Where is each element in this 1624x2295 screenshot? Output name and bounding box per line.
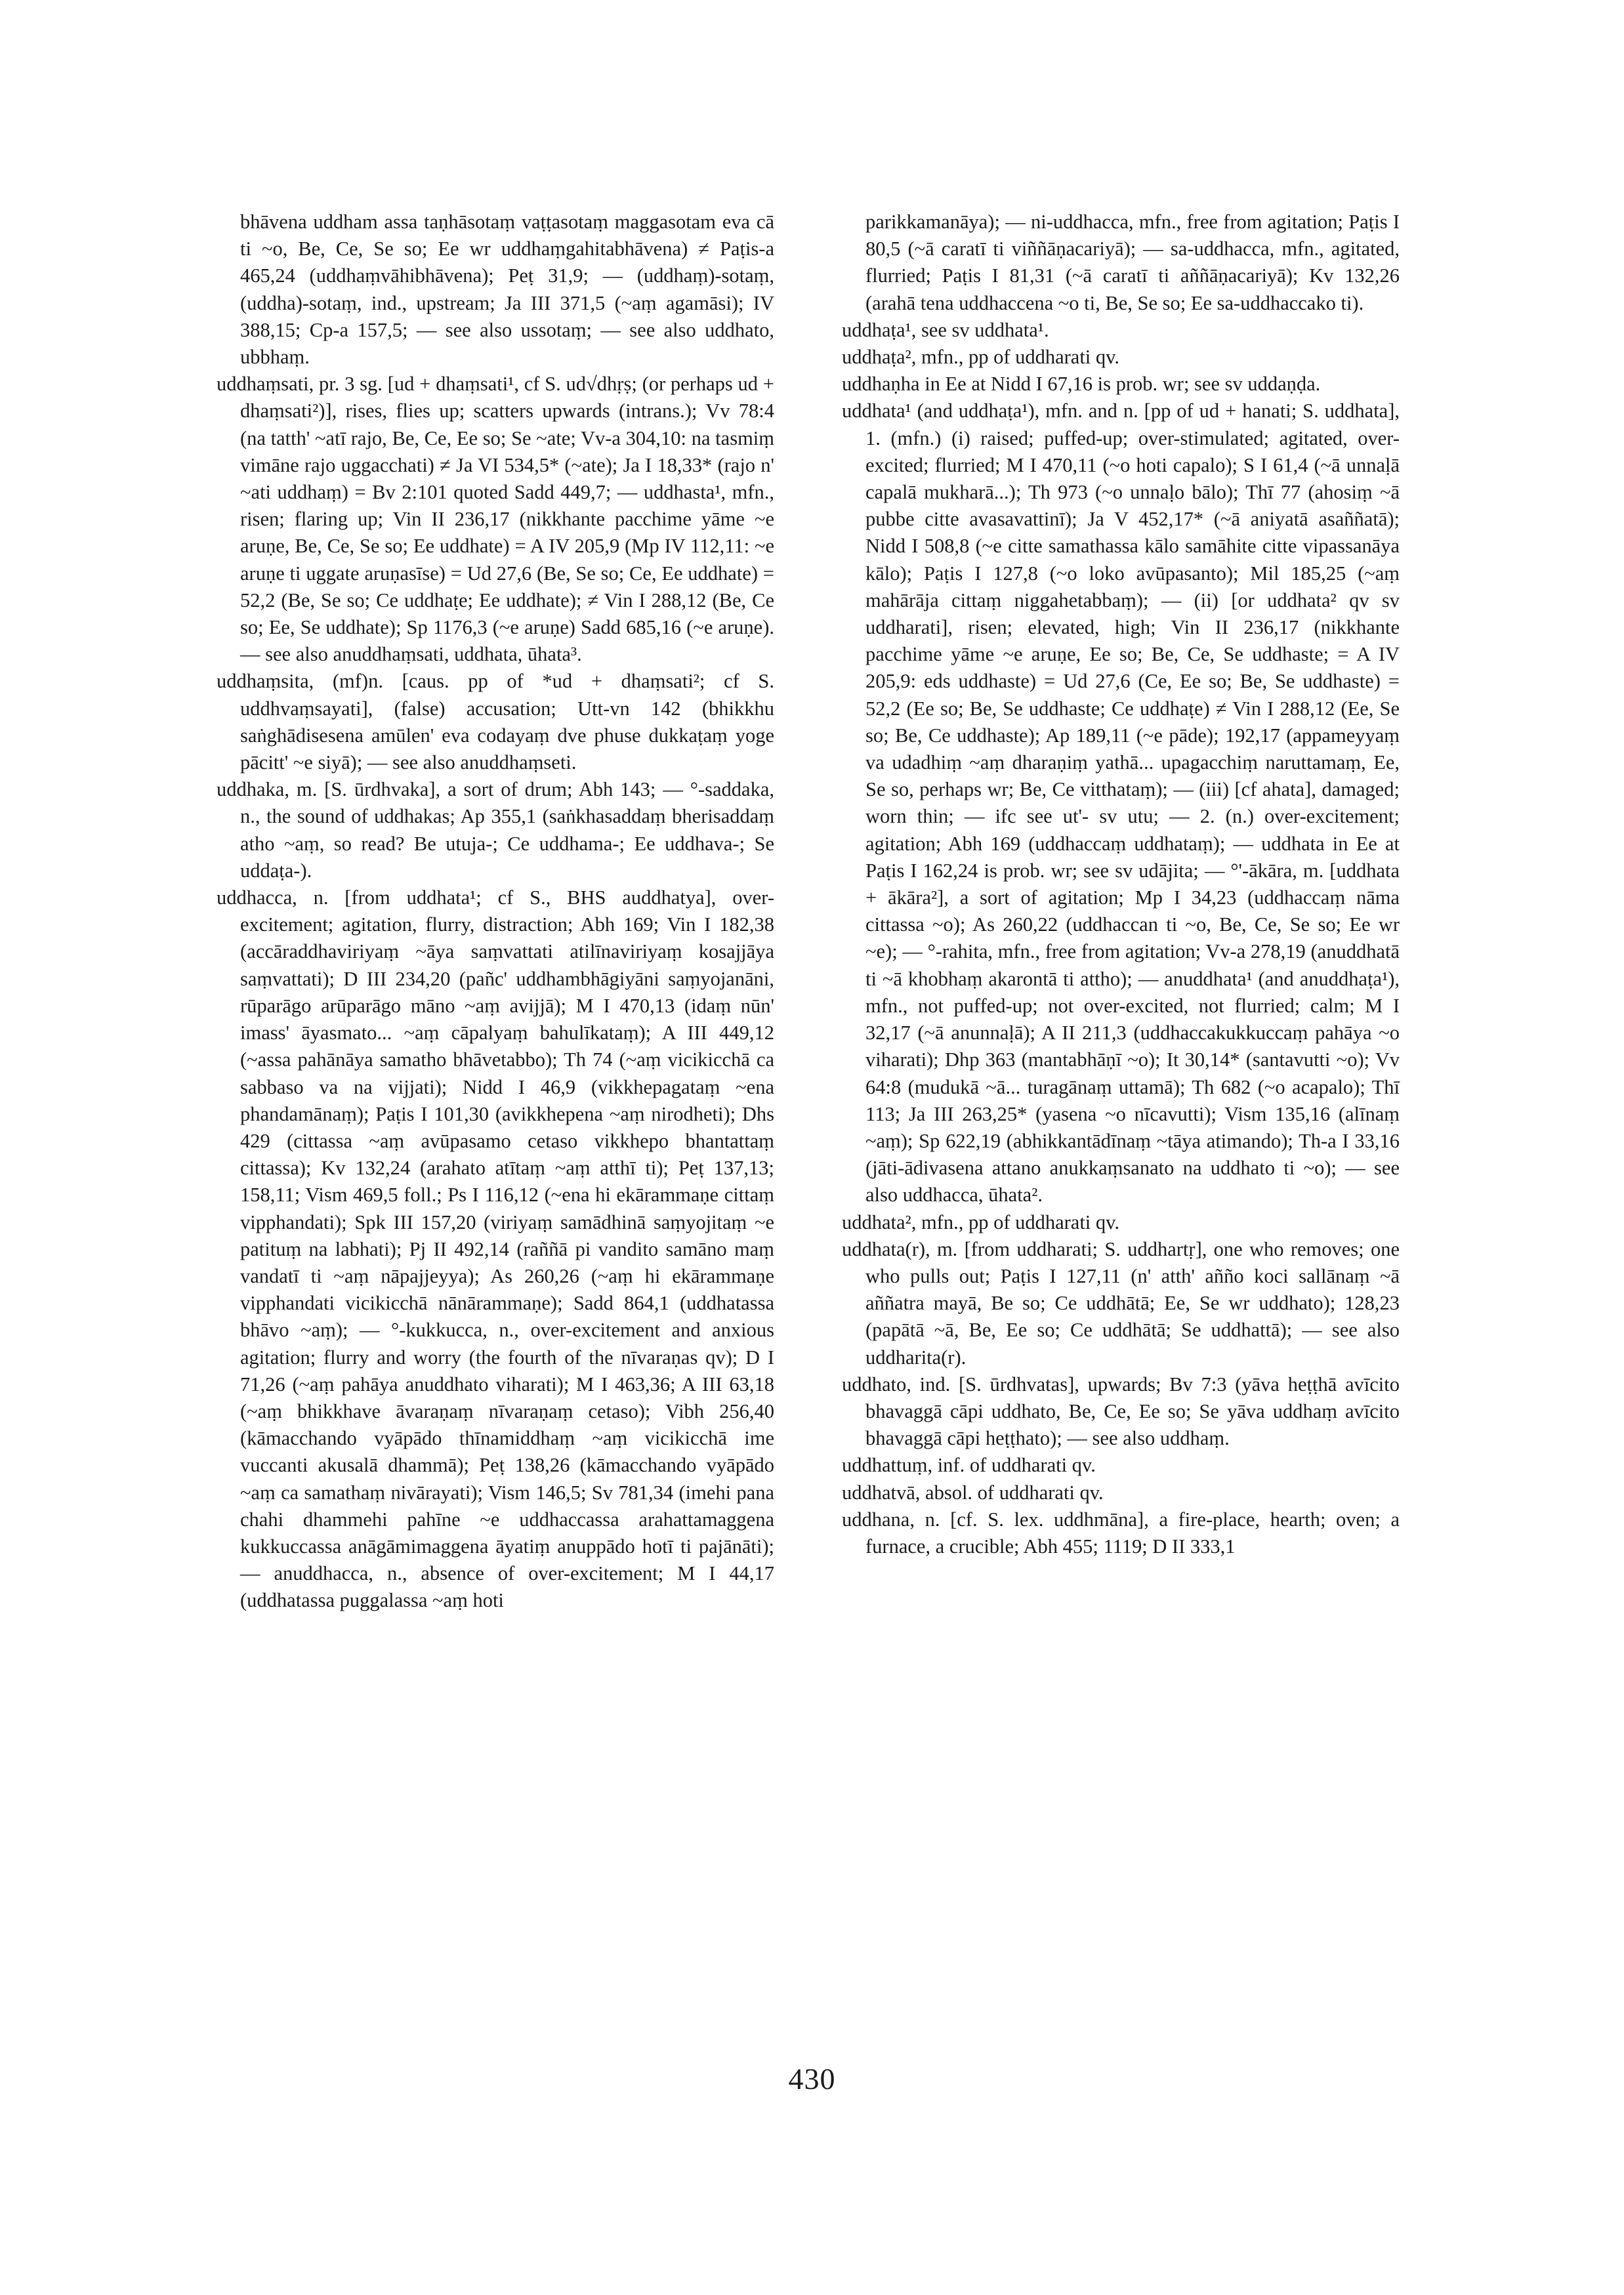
dictionary-entry: uddhata(r), m. [from uddharati; S. uddhartṛ], one who removes; one who pulls out; Paṭis I 127,11 (n' atth' añño koci sallānaṃ ~ā aññatra mayā, Be so; Ce uddhātā; Ee, Se wr uddhato); 128,23 (papātā ~ā, Be, Ee so; Ce uddhātā; Se uddhattā); — see also uddharita(r). (842, 1237, 1400, 1369)
dictionary-entry: uddhatvā, absol. of uddharati qv. (842, 1481, 1104, 1504)
right-column (842, 209, 1400, 1560)
entry-continuation: bhāvena uddham assa taṇhāsotaṃ vaṭṭasotaṃ maggasotam eva cā ti ~o, Be, Ce, Se so; Ee wr uddhaṃgahitabhāvena) ≠ Paṭis-a 465,24 (uddhaṃvāhibhāvena); Peṭ 31,9; — (uddhaṃ)-sotaṃ, (uddha)-sotaṃ, ind., upstream; Ja III 371,5 (~aṃ agamāsi); IV 388,15; Cp-a 157,5; — see also ussotaṃ; — see also uddhato, ubbhaṃ. (240, 211, 774, 369)
dictionary-entry: uddhaṃsati, pr. 3 sg. [ud + dhaṃsati¹, cf S. ud√dhṛṣ; (or perhaps ud + dhaṃsati²)], rises, flies up; scatters upwards (intrans.); Vv 78:4 (na tatth' ~atī rajo, Be, Ce, Ee so; Se ~ate; Vv-a 304,10: na tasmiṃ vimāne rajo uggacchati) ≠ Ja VI 534,5* (~ate); Ja I 18,33* (rajo n' ~ati uddhaṃ) = Bv 2:101 quoted Sadd 449,7; — uddhasta¹, mfn., risen; flaring up; Vin II 236,17 (nikkhante pacchime yāme ~e aruṇe, Be, Ce, Se so; Ee uddhate) = A IV 205,9 (Mp IV 112,11: ~e aruṇe ti uggate aruṇasīse) = Ud 27,6 (Be, Se so; Ce, Ee uddhate) = 52,2 (Be, Se so; Ce uddhaṭe; Ee uddhate); ≠ Vin I 288,12 (Be, Ce so; Ee, Se uddhate); Sp 1176,3 (~e aruṇe) Sadd 685,16 (~e aruṇe). — see also anuddhaṃsati, uddhata, ūhata³. (217, 373, 774, 666)
dictionary-entry: uddhaka, m. [S. ūrdhvaka], a sort of drum; Abh 143; — °-saddaka, n., the sound of uddhakas; Ap 355,1 (saṅkhasaddaṃ bherisaddaṃ atho ~aṃ, so read? Be utuja-; Ce uddhama-; Ee uddhava-; Se uddaṭa-). (217, 778, 774, 882)
page-number: 430 (788, 2062, 836, 2096)
left-column (217, 209, 774, 1615)
dictionary-entry: uddhacca, n. [from uddhata¹; cf S., BHS auddhatya], over-excitement; agitation, flurry, distraction; Abh 169; Vin I 182,38 (accāraddhaviriyaṃ ~āya saṃvattati atilīnaviriyaṃ kosajjāya saṃvattati); D III 234,20 (pañc' uddhambhāgiyāni saṃyojanāni, rūparāgo arūparāgo māno ~aṃ avijjā); M I 470,13 (idaṃ nūn' imass' āyasmato... ~aṃ cāpalyaṃ bahulīkataṃ); A III 449,12 (~assa pahānāya samatho bhāvetabbo); Th 74 (~aṃ vicikicchā ca sabbaso va na vijjati); Nidd I 46,9 (vikkhepagataṃ ~ena phandamānaṃ); Paṭis I 101,30 (avikkhepena ~aṃ nirodheti); Dhs 429 (cittassa ~aṃ avūpasamo cetaso vikkhepo bhantattaṃ cittassa); Kv 132,24 (arahato atītaṃ ~aṃ atthī ti); Peṭ 137,13; 158,11; Vism 469,5 foll.; Ps I 116,12 (~ena hi ekārammaṇe cittaṃ vipphandati); Spk III 157,20 (viriyaṃ samādhinā saṃyojitaṃ ~e patituṃ na labhati); Pj II 492,14 (raññā pi vandito samāno maṃ vandatī ti ~aṃ nāpajjeyya); As 260,26 (~aṃ hi ekārammaṇe vipphandati vicikicchā nānārammaṇe); Sadd 864,1 (uddhatassa bhāvo ~aṃ); — °-kukkucca, n., over-excitement and anxious agitation; flurry and worry (the fourth of the nīvaraṇas qv); D I 71,26 (~aṃ pahāya anuddhato viharati); M I 463,36; A III 63,18 (~aṃ bhikkhave āvaraṇaṃ nīvaraṇaṃ cetaso); Vibh 256,40 (kāmacchando vyāpādo thīnamiddhaṃ ~aṃ vicikicchā ime vuccanti akusalā dhammā); Peṭ 138,26 (kāmacchando vyāpādo ~aṃ ca samathaṃ nivārayati); Vism 146,5; Sv 781,34 (imehi pana chahi dhammehi pahīne ~e uddhaccassa arahattamaggena kukkuccassa anāgāmimaggena āyatiṃ anuppādo hotī ti pajānāti); — anuddhacca, n., absence of over-excitement; M I 44,17 (uddhatassa puggalassa ~aṃ hoti (217, 886, 774, 1612)
dictionary-entry: uddhaṃsita, (mf)n. [caus. pp of *ud + dhaṃsati²; cf S. uddhvaṃsayati], (false) accusation; Utt-vn 142 (bhikkhu saṅghādisesena amūlen' eva codayaṃ dve phuse dukkaṭaṃ yoge pācitt' ~e siyā); — see also anuddhaṃseti. (217, 670, 774, 774)
entry-continuation: parikkamanāya); — ni-uddhacca, mfn., free from agitation; Paṭis I 80,5 (~ā caratī ti viññāṇacariyā); — sa-uddhacca, mfn., agitated, flurried; Paṭis I 81,31 (~ā caratī ti aññāṇacariyā); Kv 132,26 (arahā tena uddhaccena ~o ti, Be, Se so; Ee sa-uddhaccako ti). (865, 211, 1400, 314)
dictionary-entry: uddhaṇha in Ee at Nidd I 67,16 is prob. wr; see sv uddaṇḍa. (842, 373, 1321, 396)
dictionary-entry: uddhaṭa¹, see sv uddhata¹. (842, 318, 1049, 341)
dictionary-entry: uddhata², mfn., pp of uddharati qv. (842, 1210, 1120, 1233)
dictionary-entry: uddhato, ind. [S. ūrdhvatas], upwards; Bv 7:3 (yāva heṭṭhā avīcito bhavaggā cāpi uddhato, Be, Ce, Ee so; Se yāva uddhaṃ avīcito bhavaggā cāpi heṭṭhato); — see also uddhaṃ. (842, 1373, 1400, 1450)
dictionary-entry: uddhana, n. [cf. S. lex. uddhmāna], a fire-place, hearth; oven; a furnace, a crucible; Abh 455; 1119; D II 333,1 (842, 1508, 1400, 1558)
dictionary-entry: uddhattuṃ, inf. of uddharati qv. (842, 1454, 1096, 1477)
dictionary-entry: uddhaṭa², mfn., pp of uddharati qv. (842, 346, 1120, 369)
dictionary-entry: uddhata¹ (and uddhaṭa¹), mfn. and n. [pp of ud + hanati; S. uddhata], 1. (mfn.) (i) raised; puffed-up; over-stimulated; agitated, over-excited; flurried; M I 470,11 (~o hoti capalo); S I 61,4 (~ā unnaḷā capalā mukharā...); Th 973 (~o unnaḷo bālo); Thī 77 (ahosiṃ ~ā pubbe citte avasavattinī); Ja V 452,17* (~ā aniyatā asaññatā); Nidd I 508,8 (~e citte samathassa kālo samāhite citte vipassanāya kālo); Paṭis I 127,8 (~o loko avūpasanto); Mil 185,25 (~aṃ mahārāja cittaṃ niggahetabbaṃ); — (ii) [or uddhata² qv sv uddharati], risen; elevated, high; Vin II 236,17 (nikkhante pacchime yāme ~e aruṇe, Ee so; Be, Ce, Se uddhaste; = A IV 205,9: eds uddhaste) = Ud 27,6 (Ce, Ee so; Be, Se uddhaste) = 52,2 (Ee so; Be, Se uddhaste; Ce uddhaṭe) ≠ Vin I 288,12 (Ee, Se so; Be, Ce uddhaste); Ap 189,11 (~e pāde); 192,17 (appameyyaṃ va udadhiṃ ~aṃ dharaṇiṃ yathā... upagacchiṃ naruttamaṃ, Ee, Se so, perhaps wr; Be, Ce vitthataṃ); — (iii) [cf ahata], damaged; worn thin; — ifc see ut'- sv utu; — 2. (n.) over-excitement; agitation; Abh 169 (uddhaccaṃ uddhataṃ); — uddhata in Ee at Paṭis I 162,24 is prob. wr; see sv udājita; — °'-ākāra, m. [uddhata + ākāra²], a sort of agitation; Mp I 34,23 (uddhaccaṃ nāma cittassa ~o); As 260,22 (uddhaccan ti ~o, Be, Ce, Se so; Ee wr ~e); — °-rahita, mfn., free from agitation; Vv-a 278,19 (anuddhatā ti ~ā khobhaṃ akarontā ti attho); — anuddhata¹ (and anuddhaṭa¹), mfn., not puffed-up; not over-excited, not flurried; calm; M I 32,17 (~ā anunnaḷā); A II 211,3 (uddhaccakukkuccaṃ pahāya ~o viharati); Dhp 363 (mantabhāṇī ~o); It 30,14* (santavutti ~o); Vv 64:8 (mudukā ~ā... turagānaṃ uttamā); Th 682 (~o acapalo); Thī 113; Ja III 263,25* (yasena ~o nīcavutti); Vism 135,16 (alīnaṃ ~aṃ); Sp 622,19 (abhikkantādīnaṃ ~tāya atimando); Th-a I 33,16 (jāti-ādivasena attano anukkaṃsanato na uddhato ti ~o); — see also uddhacca, ūhata². (842, 400, 1400, 1207)
